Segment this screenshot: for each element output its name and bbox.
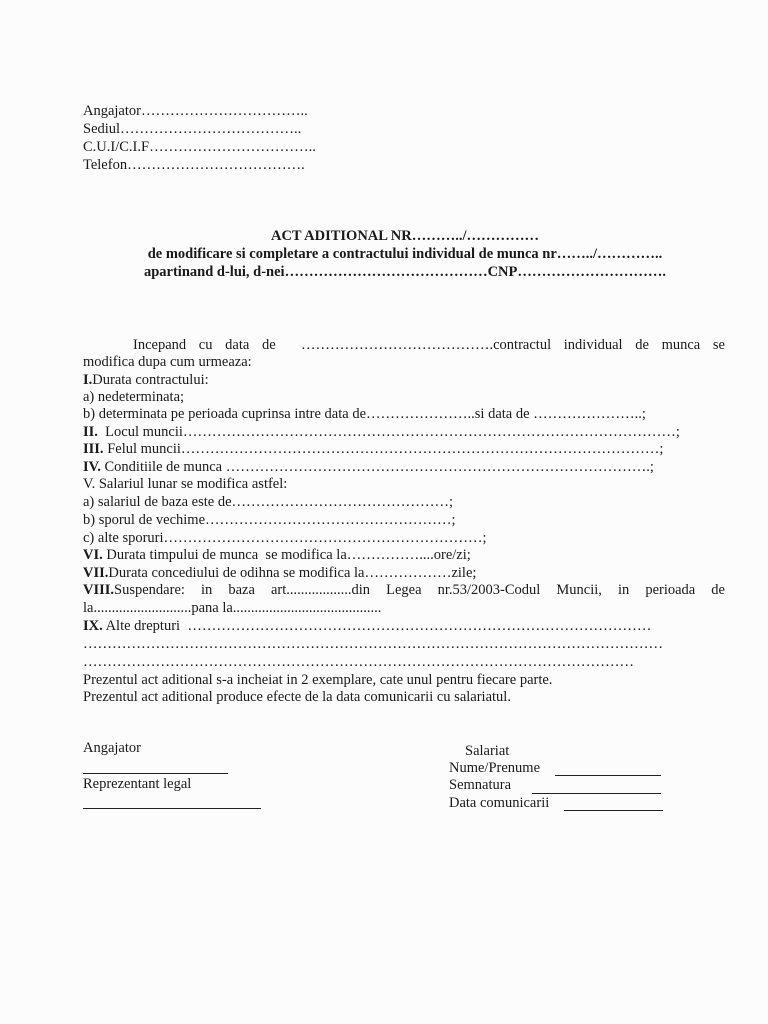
phone-field: Telefon………………………………. bbox=[83, 157, 305, 173]
section-v-option-a: a) salariul de baza este de………………………………………; bbox=[83, 494, 454, 510]
section-viii-text: Suspendare: in baza art..................din Legea nr.53/2003-Codul Muncii, in perioada de bbox=[114, 582, 725, 598]
document-owner-line: apartinand d-lui, d-nei……………………………………CNP…………………………. bbox=[143, 264, 667, 280]
section-vii bbox=[83, 565, 476, 582]
employee-name-line bbox=[555, 775, 661, 776]
cui-field: C.U.I/C.I.F…………………………….. bbox=[83, 139, 316, 155]
legal-representative-label: Reprezentant legal bbox=[83, 776, 192, 792]
document-subtitle: de modificare si completare a contractului individual de munca nr……../………….. bbox=[147, 246, 663, 262]
section-vii-text: Durata concediului de odihna se modifica la………………zile; bbox=[108, 565, 477, 581]
dotted-line-2: …………………………………………………………………………………………………… bbox=[83, 654, 634, 670]
section-v-option-c: c) alte sporuri…………………………………………………………; bbox=[83, 530, 487, 546]
section-iv-number: IV. bbox=[83, 459, 101, 475]
employee-name-label: Nume/Prenume bbox=[449, 760, 541, 776]
section-ix-number: IX. bbox=[83, 618, 103, 634]
employee-signature-label: Semnatura bbox=[449, 777, 512, 793]
section-iv bbox=[83, 459, 654, 476]
document-title: ACT ADITIONAL NR………../…………… bbox=[270, 228, 540, 244]
section-viii bbox=[83, 582, 725, 599]
employer-field: Angajator…………………………….. bbox=[83, 103, 308, 119]
employer-signature-line bbox=[83, 773, 228, 774]
section-v: V. Salariul lunar se modifica astfel: bbox=[83, 476, 288, 492]
section-i-number: I. bbox=[83, 372, 93, 388]
section-iii-text: Felul muncii………………………………………………………………………………………; bbox=[103, 441, 664, 457]
section-ii-number: II. bbox=[83, 424, 98, 440]
communication-date-line bbox=[564, 810, 663, 811]
section-ix bbox=[83, 618, 651, 635]
section-vi bbox=[83, 547, 471, 564]
dotted-line-1: ………………………………………………………………………………………………………… bbox=[83, 636, 663, 652]
section-vi-text: Durata timpului de munca se modifica la……………....ore/zi; bbox=[102, 547, 471, 563]
section-ix-text: Alte drepturi …………………………………………………………………………………… bbox=[102, 618, 652, 634]
section-ii-text: Locul muncii…………………………………………………………………………………………; bbox=[97, 424, 680, 440]
intro-line-1: Incepand cu data de ………………………………….contractul individual de munca se bbox=[133, 337, 725, 353]
closing-statement-1: Prezentul act aditional s-a incheiat in 2 exemplare, cate unul pentru fiecare parte. bbox=[83, 672, 553, 688]
section-viii-number: VIII. bbox=[83, 582, 115, 598]
section-vi-number: VI. bbox=[83, 547, 103, 563]
section-ii bbox=[83, 424, 680, 441]
section-i bbox=[83, 372, 209, 389]
section-iii bbox=[83, 441, 663, 458]
section-i-option-b: b) determinata pe perioada cuprinsa intre data de…………………..si data de …………………..; bbox=[83, 406, 646, 422]
headquarters-field: Sediul……………………………….. bbox=[83, 121, 302, 137]
employee-signature-title: Salariat bbox=[465, 743, 510, 759]
communication-date-label: Data comunicarii bbox=[449, 795, 550, 811]
section-v-option-b: b) sporul de vechime……………………………………………; bbox=[83, 512, 456, 528]
section-i-text: Durata contractului: bbox=[92, 372, 209, 388]
legal-representative-line bbox=[83, 808, 261, 809]
closing-statement-2: Prezentul act aditional produce efecte de la data comunicarii cu salariatul. bbox=[83, 689, 511, 705]
section-iv-text: Conditiile de munca …………………………………………………………………………….; bbox=[100, 459, 654, 475]
section-viii-line-2: la...........................pana la......................................... bbox=[83, 600, 382, 616]
intro-line-2: modifica dupa cum urmeaza: bbox=[83, 354, 252, 370]
employer-signature-title: Angajator bbox=[83, 740, 141, 756]
section-vii-number: VII. bbox=[83, 565, 109, 581]
section-i-option-a: a) nedeterminata; bbox=[83, 389, 185, 405]
section-iii-number: III. bbox=[83, 441, 104, 457]
employee-signature-line bbox=[532, 793, 661, 794]
